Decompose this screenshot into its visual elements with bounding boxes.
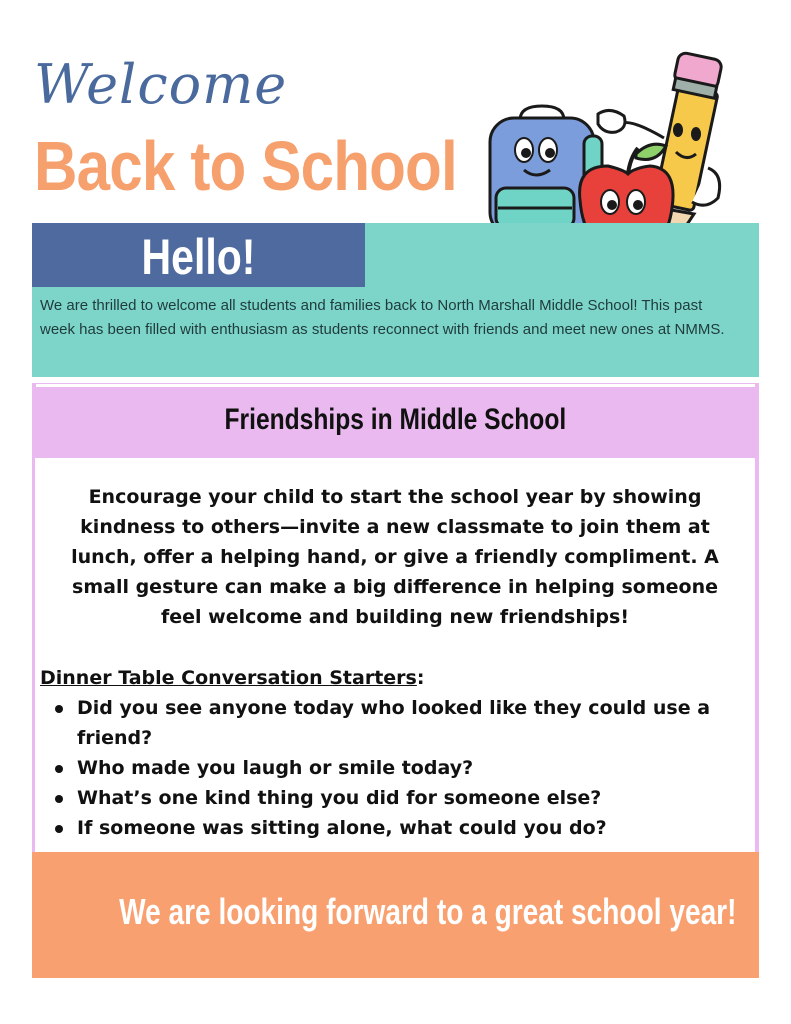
footer-message: We are looking forward to a great school year! <box>119 891 737 932</box>
section-heading-text: Friendships in Middle School <box>224 403 567 436</box>
list-item-text: Did you see anyone today who looked like they could use a friend? <box>77 697 711 749</box>
bullet-icon <box>55 825 63 833</box>
footer-banner <box>32 852 759 978</box>
intro-text: We are thrilled to welcome all students and families back to North Marshall Middle School! This past week has been filled with enthusiasm as students reconnect with friends and meet new ones at NMMS. <box>40 297 725 338</box>
section-heading <box>32 392 759 454</box>
bullet-icon <box>55 795 63 803</box>
bullet-icon <box>55 765 63 773</box>
list-item-text: Who made you laugh or smile today? <box>77 757 474 779</box>
list-item-text: If someone was sitting alone, what could you do? <box>77 817 607 839</box>
welcome-script: Welcome <box>34 53 288 116</box>
encourage-paragraph: Encourage your child to start the school year by showing kindness to others—invite a new classmate to join them at lunch, offer a helping hand, or give a friendly compliment. A small gesture can make a big difference in helping someone feel welcome and building new friendships! <box>71 486 719 628</box>
list-item-text: What’s one kind thing you did for someone else? <box>77 787 602 809</box>
starters-heading-text: Dinner Table Conversation Starters <box>40 667 417 689</box>
hello-banner <box>32 223 365 287</box>
list-item <box>52 693 742 753</box>
panel-divider <box>36 384 755 387</box>
hello-heading: Hello! <box>141 229 256 285</box>
list-item <box>52 783 742 813</box>
footer-text-wrap <box>32 852 759 978</box>
list-item <box>52 753 742 783</box>
list-item <box>52 813 742 843</box>
page-title: Back to School <box>34 127 457 205</box>
starters-list <box>52 693 742 843</box>
starters-heading: Dinner Table Conversation Starters: <box>40 667 425 689</box>
bullet-icon <box>55 705 63 713</box>
